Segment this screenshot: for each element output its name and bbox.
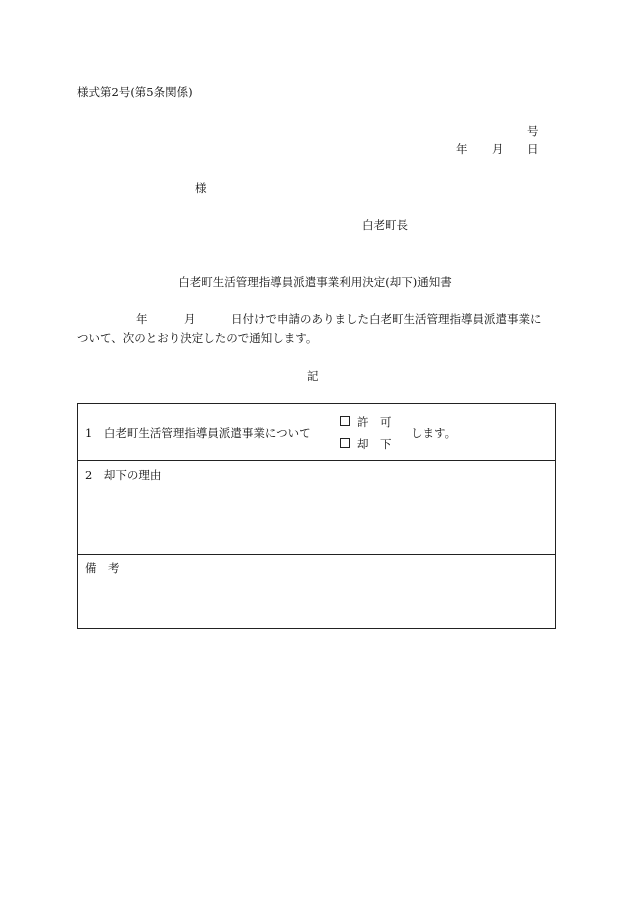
reject-label: 却 下 xyxy=(357,437,392,451)
ki-marker: 記 xyxy=(307,369,319,383)
reject-checkbox[interactable] xyxy=(340,438,350,448)
form-number: 様式第2号(第5条関係) xyxy=(77,85,193,99)
date-day-label: 日 xyxy=(527,142,539,156)
approve-checkbox[interactable] xyxy=(340,416,350,426)
application-year-label: 年 xyxy=(136,312,148,326)
body-text-line-2: ついて、次のとおり決定したので通知します。 xyxy=(77,331,318,345)
body-text-line-1: 日付けで申請のありました白老町生活管理指導員派遣事業に xyxy=(231,312,542,326)
application-month-label: 月 xyxy=(184,312,196,326)
rejection-reason-label: 2 却下の理由 xyxy=(85,468,162,482)
document-number-label: 号 xyxy=(527,124,539,138)
issuer-name: 白老町長 xyxy=(362,218,408,232)
remarks-row[interactable] xyxy=(78,555,555,628)
decision-row xyxy=(78,404,555,461)
date-year-label: 年 xyxy=(456,142,468,156)
approve-option[interactable] xyxy=(340,414,392,430)
remarks-label: 備 考 xyxy=(85,561,120,575)
addressee-suffix: 様 xyxy=(195,181,207,195)
decision-row-label: 1 白老町生活管理指導員派遣事業について xyxy=(85,426,311,440)
decision-row-suffix: します。 xyxy=(411,426,457,440)
date-month-label: 月 xyxy=(492,142,504,156)
rejection-reason-row[interactable] xyxy=(78,461,555,555)
document-title: 白老町生活管理指導員派遣事業利用決定(却下)通知書 xyxy=(178,275,452,289)
decision-table xyxy=(77,403,556,629)
reject-option[interactable] xyxy=(340,436,392,452)
approve-label: 許 可 xyxy=(357,415,392,429)
